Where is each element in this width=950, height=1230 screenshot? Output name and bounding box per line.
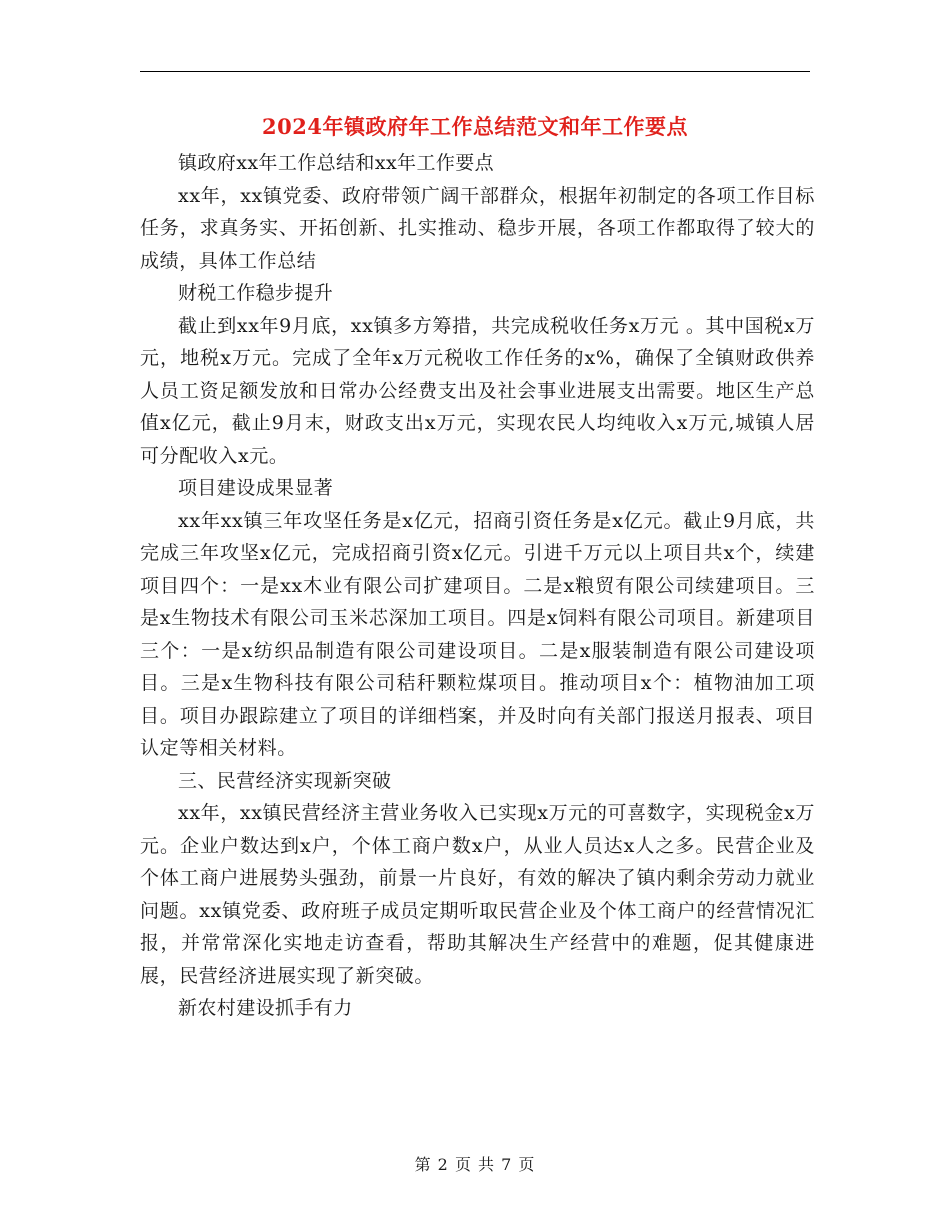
paragraph-finance-tax: 截止到xx年9月底，xx镇多方筹措，共完成税收任务x万元 。其中国税x万元，地税x万元。完成了全年x万元税收工作任务的x%，确保了全镇财政供养人员工资足额发放和日常办公经费支出及社会事业进展支出需要。地区生产总值x亿元，截止9月末，财政支出x万元，实现农民人均纯收入x万元,城镇人居可分配收入x元。 <box>140 314 815 467</box>
paragraph-projects: xx年xx镇三年攻坚任务是x亿元，招商引资任务是x亿元。截止9月底，共完成三年攻坚x亿元，完成招商引资x亿元。引进千万元以上项目共x个，续建项目四个：一是xx木业有限公司扩建项目。二是x粮贸有限公司续建项目。三是x生物技术有限公司玉米芯深加工项目。四是x饲料有限公司项目。新建项目三个：一是x纺织品制造有限公司建设项目。二是x服装制造有限公司建设项目。三是x生物科技有限公司秸秆颗粒煤项目。推动项目x个：植物油加工项目。项目办跟踪建立了项目的详细档案，并及时向有关部门报送月报表、项目认定等相关材料。 <box>140 509 815 759</box>
section-heading-new-countryside: 新农村建设抓手有力 <box>178 997 353 1019</box>
section-heading-projects: 项目建设成果显著 <box>178 477 334 499</box>
document-title: 2024年镇政府年工作总结范文和年工作要点 <box>262 114 688 139</box>
paragraph-intro: xx年，xx镇党委、政府带领广阔干部群众，根据年初制定的各项工作目标任务，求真务实、开拓创新、扎实推动、稳步开展，各项工作都取得了较大的成绩，具体工作总结 <box>140 184 815 272</box>
paragraph-subtitle: 镇政府xx年工作总结和xx年工作要点 <box>178 152 495 174</box>
section-heading-finance-tax: 财税工作稳步提升 <box>178 282 334 304</box>
section-heading-private-economy: 三、民营经济实现新突破 <box>178 769 392 792</box>
paragraph-private-economy: xx年，xx镇民营经济主营业务收入已实现x万元的可喜数字，实现税金x万元。企业户数达到x户，个体工商户数x户，从业人员达x人之多。民营企业及个体工商户进展势头强劲，前景一片良好，有效的解决了镇内剩余劳动力就业问题。xx镇党委、政府班子成员定期听取民营企业及个体工商户的经营情况汇报，并常常深化实地走访查看，帮助其解决生产经营中的难题，促其健康进展，民营经济进展实现了新突破。 <box>140 802 815 987</box>
document-body <box>140 147 815 1025</box>
header-rule <box>140 71 810 72</box>
page-number-footer: 第 2 页 共 7 页 <box>414 1155 536 1174</box>
